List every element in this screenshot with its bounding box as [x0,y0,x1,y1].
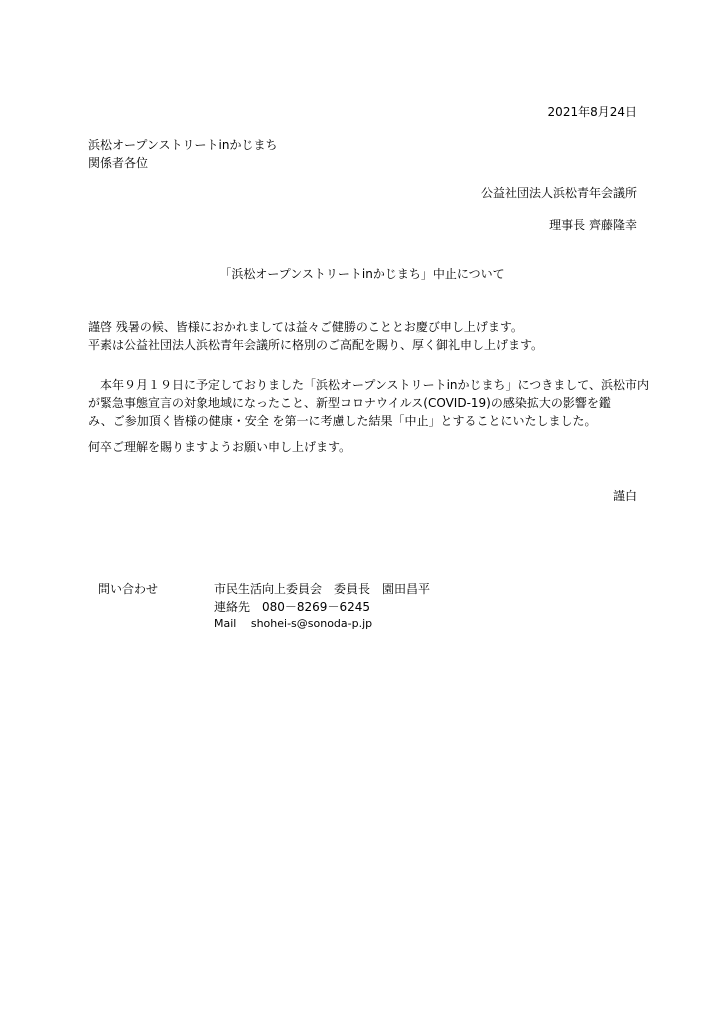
request-paragraph [88,438,351,456]
recipient-parties: 関係者各位 [88,156,149,170]
contact-committee: 市民生活向上委員会 委員長 園田昌平 [214,582,431,596]
contact-email: Mail shohei-s@sonoda-p.jp [214,617,373,630]
announcement-line-1: 本年９月１９日に予定しておりました「浜松オープンストリートinかじまち」につきまして、浜松市内 [88,378,650,392]
closing-word: 謹白 [612,489,637,503]
recipient-event: 浜松オープンストリートinかじまち [88,138,278,152]
contact-label: 問い合わせ [98,582,159,596]
sender-organization: 公益社団法人浜松青年会議所 [480,186,637,200]
sender-representative: 理事長 齊藤隆幸 [549,218,637,232]
announcement-paragraph [88,376,649,430]
greeting-line-2: 平素は公益社団法人浜松青年会議所に格別のご高配を賜り、厚く御礼申し上げます。 [88,338,544,352]
document-title: 「浜松オープンストリートinかじまち」中止について [219,267,505,281]
greeting-line-1: 謹啓 残暑の候、皆様におかれましては益々ご健勝のこととお慶び申し上げます。 [88,320,523,334]
recipient-block [88,136,278,172]
contact-phone: 連絡先 080－8269－6245 [214,600,370,614]
announcement-line-2: が緊急事態宣言の対象地域になったこと、新型コロナウイルス(COVID-19)の感染拡大の影響を鑑 [88,396,611,410]
announcement-line-3: み、ご参加頂く皆様の健康・安全 を第一に考慮した結果「中止」とすることにいたしました。 [88,414,597,428]
request-line: 何卒ご理解を賜りますようお願い申し上げます。 [88,440,352,454]
greeting-paragraph [88,318,543,354]
contact-details [214,580,430,633]
document-date: 2021年8月24日 [547,105,637,119]
